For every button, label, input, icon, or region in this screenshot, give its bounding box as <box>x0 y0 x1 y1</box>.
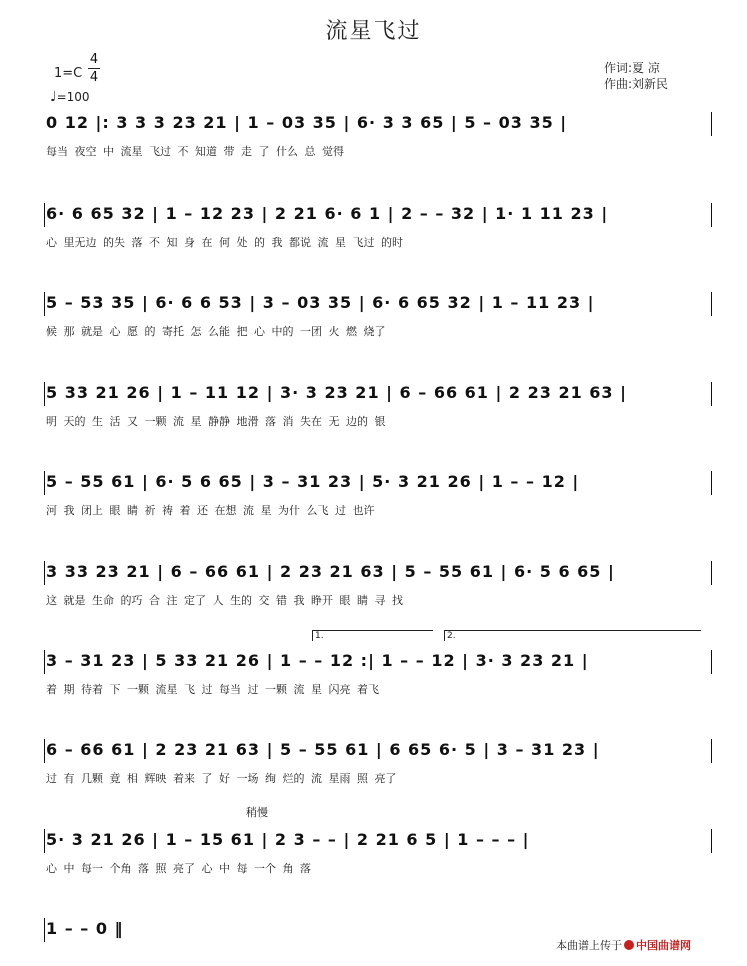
footer-text: 本曲谱上传于 <box>556 939 622 952</box>
notation-line: 5· 3 21 26 | 1 – 15 61 | 2 3 – – | 2 21 6 5 | 1 – – – | <box>46 830 530 849</box>
lyrics-line: 过 有 几颗 竟 相 辉映 着来 了 好 一场 绚 烂的 流 星雨 照 亮了 <box>46 772 397 785</box>
lyrics-line: 每当 夜空 中 流星 飞过 不 知道 带 走 了 什么 总 觉得 <box>46 145 344 158</box>
lyricist: 作词:夏 凉 <box>604 61 660 75</box>
volta-second-ending: 2. <box>444 630 701 641</box>
notation-line: 5 – 53 35 | 6· 6 6 53 | 3 – 03 35 | 6· 6 65 32 | 1 – 11 23 | <box>46 293 595 312</box>
lyrics-line: 河 我 闭上 眼 睛 祈 祷 着 还 在想 流 星 为什 么飞 过 也许 <box>46 504 375 517</box>
site-logo-icon <box>624 940 634 950</box>
notation-line: 5 – 55 61 | 6· 5 6 65 | 3 – 31 23 | 5· 3 21 26 | 1 – – 12 | <box>46 472 580 491</box>
tempo-change-marking: 稍慢 <box>246 806 268 819</box>
lyrics-line: 这 就是 生命 的巧 合 注 定了 人 生的 交 错 我 睁开 眼 睛 寻 找 <box>46 594 403 607</box>
lyrics-line: 明 天的 生 活 又 一颗 流 星 静静 地滑 落 消 失在 无 边的 银 <box>46 415 386 428</box>
composer: 作曲:刘新民 <box>604 77 669 91</box>
time-signature-bottom: 4 <box>89 70 99 85</box>
notation-line: 0 12 |: 3 3 3 23 21 | 1 – 03 35 | 6· 3 3 65 | 5 – 03 35 | <box>46 113 568 132</box>
quarter-note-icon: ♩ <box>50 89 57 105</box>
notation-line: 3 33 23 21 | 6 – 66 61 | 2 23 21 63 | 5 – 55 61 | 6· 5 6 65 | <box>46 562 615 581</box>
credits <box>604 60 668 92</box>
lyrics-line: 心 里无边 的失 落 不 知 身 在 何 处 的 我 都说 流 星 飞过 的时 <box>46 236 403 249</box>
notation-line: 3 – 31 23 | 5 33 21 26 | 1 – – 12 :| 1 – – 12 | 3· 3 23 21 | <box>46 651 589 670</box>
score-title: 流星飞过 <box>325 19 422 44</box>
upload-footer <box>556 937 691 953</box>
time-signature-top: 4 <box>89 52 99 67</box>
site-name[interactable]: 中国曲谱网 <box>636 939 691 952</box>
notation-line: 1 – – 0 ‖ <box>46 919 124 938</box>
lyrics-line: 候 那 就是 心 愿 的 寄托 怎 么能 把 心 中的 一团 火 燃 烧了 <box>46 325 386 338</box>
notation-line: 6· 6 65 32 | 1 – 12 23 | 2 21 6· 6 1 | 2 – – 32 | 1· 1 11 23 | <box>46 204 609 223</box>
lyrics-line: 着 期 待着 下 一颗 流星 飞 过 每当 过 一颗 流 星 闪亮 着飞 <box>46 683 379 696</box>
tempo-marking <box>50 89 90 105</box>
lyrics-line: 心 中 每一 个角 落 照 亮了 心 中 每 一个 角 落 <box>46 862 311 875</box>
volta-first-ending: 1. <box>312 630 433 641</box>
time-signature <box>88 52 100 85</box>
key-signature: 1=C <box>54 66 83 81</box>
notation-line: 6 – 66 61 | 2 23 21 63 | 5 – 55 61 | 6 65 6· 5 | 3 – 31 23 | <box>46 740 600 759</box>
notation-line: 5 33 21 26 | 1 – 11 12 | 3· 3 23 21 | 6 – 66 61 | 2 23 21 63 | <box>46 383 627 402</box>
tempo-value: =100 <box>56 90 90 104</box>
